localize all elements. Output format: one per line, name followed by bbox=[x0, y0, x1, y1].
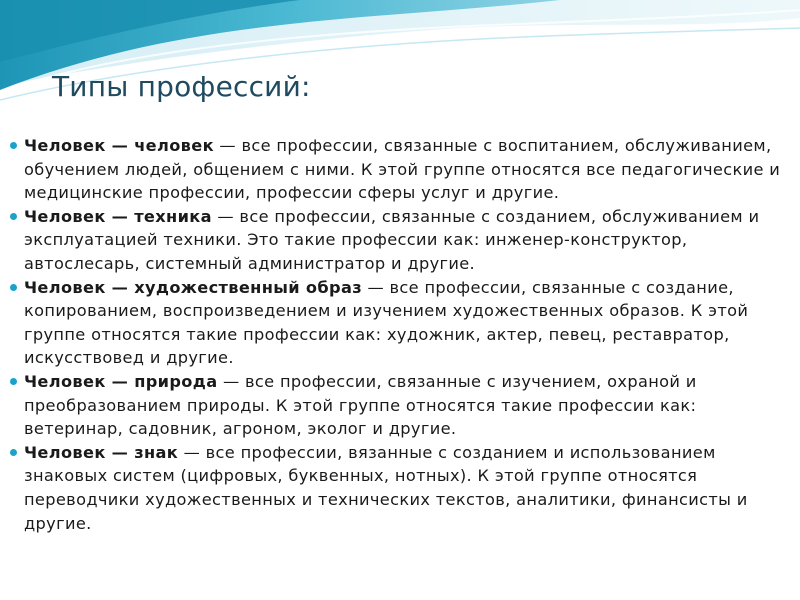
item-text: — все профессии, связанные с создание, копированием, воспроизведением и изучением художественных образов. К этой группе относятся такие профессии как: художник, актер, певец, реставратор, искусствовед и другие. bbox=[24, 277, 749, 368]
list-item bbox=[10, 441, 790, 535]
item-term: Человек — природа bbox=[24, 371, 218, 391]
professions-list bbox=[10, 134, 790, 535]
bullet-dot-icon bbox=[10, 213, 17, 220]
slide-title: Типы профессий: bbox=[52, 70, 311, 103]
item-term: Человек — техника bbox=[24, 206, 212, 226]
item-text: — все профессии, связанные с воспитанием, обслуживанием, обучением людей, общением с ними. К этой группе относятся все педагогические и медицинские профессии, профессии сферы услуг и другие. bbox=[24, 136, 781, 203]
bullet-dot-icon bbox=[10, 142, 17, 149]
list-item bbox=[10, 370, 790, 441]
list-item bbox=[10, 205, 790, 276]
bullet-dot-icon bbox=[10, 378, 17, 385]
bullet-dot-icon bbox=[10, 284, 17, 291]
bullet-dot-icon bbox=[10, 449, 17, 456]
list-item bbox=[10, 276, 790, 370]
item-term: Человек — художественный образ bbox=[24, 277, 363, 297]
item-term: Человек — знак bbox=[24, 442, 179, 462]
item-text: — все профессии, связанные с изучением, охраной и преобразованием природы. К этой группе относятся такие профессии как: ветеринар, садовник, агроном, эколог и другие. bbox=[24, 371, 697, 439]
item-term: Человек — человек bbox=[24, 136, 214, 155]
item-text: — все профессии, вязанные с созданием и использованием знаковых систем (цифровых, буквенных, нотных). К этой группе относятся переводчики художественных и технических текстов, аналитики, финансисты и другие. bbox=[24, 442, 748, 533]
list-item bbox=[10, 134, 790, 205]
item-text: — все профессии, связанные с созданием, обслуживанием и эксплуатацией техники. Это такие профессии как: инженер-конструктор, автослесарь, системный администратор и другие. bbox=[24, 206, 760, 273]
